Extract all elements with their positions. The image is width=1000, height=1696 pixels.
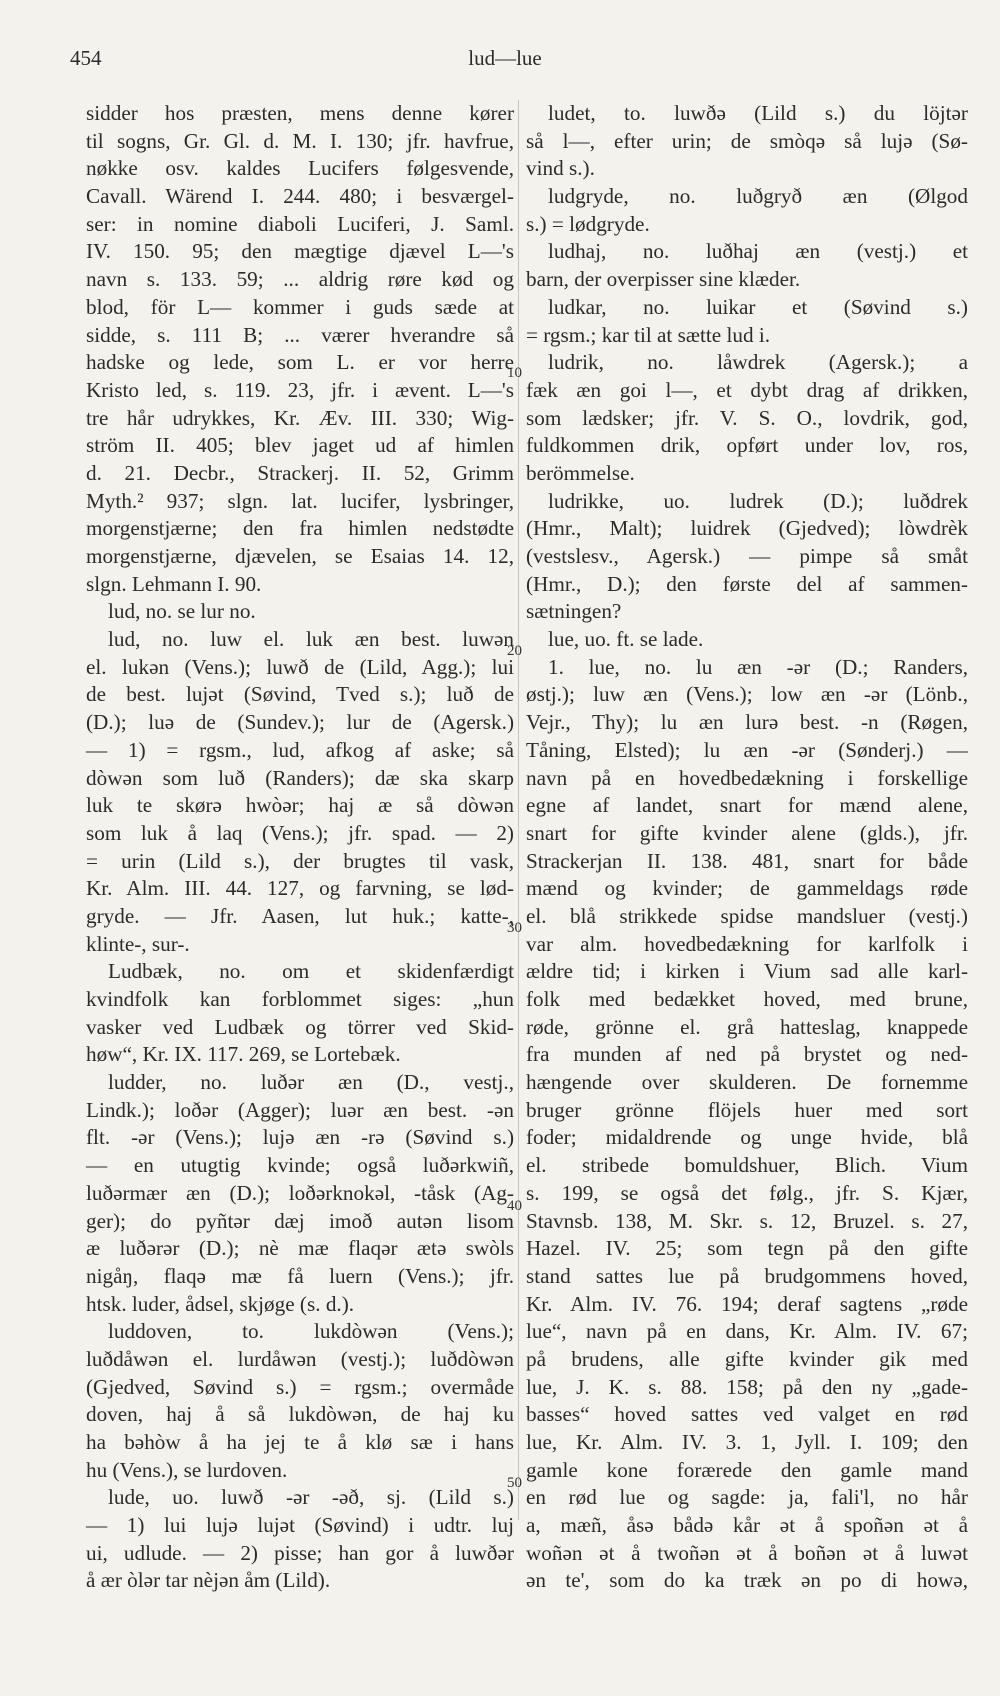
text-line: el. lukən (Vens.); luwð de (Lild, Agg.); lui bbox=[86, 654, 514, 679]
text-line: fæk æn goi l—, et dybt drag af drikken, bbox=[526, 377, 968, 402]
text-line: egne af landet, snart for mænd alene, bbox=[526, 793, 968, 818]
text-line: tre hår udrykkes, Kr. Æv. III. 330; Wig- bbox=[86, 405, 514, 430]
text-line: som luk å laq (Vens.); jfr. spad. — 2) bbox=[86, 820, 514, 845]
text-line: ludkar, no. luikar et (Søvind s.) bbox=[548, 294, 968, 319]
text-line: ludrik, no. låwdrek (Agersk.); a bbox=[548, 350, 968, 375]
text-line: ser: in nomine diaboli Luciferi, J. Saml. bbox=[86, 211, 514, 236]
text-line: luk te skørə hwòər; haj æ så dòwən bbox=[86, 793, 514, 818]
text-line: foder; midaldrende og unge hvide, blå bbox=[526, 1125, 968, 1150]
text-line: Kristo led, s. 119. 23, jfr. i ævent. L—'s bbox=[86, 377, 514, 402]
text-line: høw“, Kr. IX. 117. 269, se Lortebæk. bbox=[86, 1042, 401, 1067]
text-line: østj.); luw æn (Vens.); low æn -ər (Lönb., bbox=[526, 682, 968, 707]
text-line: Myth.² 937; slgn. lat. lucifer, lysbringer, bbox=[86, 488, 514, 513]
text-line: doven, haj å så lukdòwən, de haj ku bbox=[86, 1402, 514, 1427]
running-head: lud—lue bbox=[468, 46, 542, 70]
text-line: gamle kone forærede den gamle mand bbox=[526, 1457, 968, 1482]
text-line: navn på en hovedbedækning i forskellige bbox=[526, 765, 968, 790]
page-number: 454 bbox=[70, 46, 102, 70]
text-line: å ær òlər tar nèjən åm (Lild). bbox=[86, 1568, 331, 1593]
text-line: ludrikke, uo. ludrek (D.); luðdrek bbox=[548, 488, 968, 513]
text-line: s. 199, se også det følg., jfr. S. Kjær, bbox=[526, 1180, 968, 1205]
text-line: flt. -ər (Vens.); lujə æn -rə (Søvind s.) bbox=[86, 1125, 514, 1150]
text-line: (Gjedved, Søvind s.) = rgsm.; overmåde bbox=[86, 1374, 514, 1399]
text-line: sidder hos præsten, mens denne kører bbox=[86, 101, 514, 125]
text-line: kvindfolk kan forblommet siges: „hun bbox=[86, 987, 514, 1011]
text-line: (Hmr., Malt); luidrek (Gjedved); lòwdrèk bbox=[526, 516, 968, 541]
text-line: = urin (Lild s.), der brugtes til vask, bbox=[86, 848, 514, 873]
text-line: røde, grönne el. grå hatteslag, knappede bbox=[526, 1014, 968, 1039]
text-line: fra munden af ned på brystet og ned- bbox=[526, 1042, 968, 1067]
text-line: ældre tid; i kirken i Vium sad alle karl- bbox=[526, 959, 968, 984]
text-line: luðərmær æn (D.); loðərknokəl, -tåsk (Ag- bbox=[86, 1180, 514, 1205]
text-line: vind s.). bbox=[526, 156, 595, 181]
line-number-marker: 10 bbox=[507, 365, 522, 381]
text-line: ström II. 405; blev jaget ud af himlen bbox=[86, 433, 514, 458]
text-line: hu (Vens.), se lurdoven. bbox=[86, 1457, 288, 1482]
text-line: så l—, efter urin; de smòqə så lujə (Sø- bbox=[526, 128, 968, 153]
line-number-marker: 20 bbox=[507, 643, 522, 659]
text-line: IV. 150. 95; den mægtige djævel L—'s bbox=[86, 239, 514, 264]
text-line: ludgryde, no. luðgryð æn (Ølgod bbox=[548, 184, 968, 209]
text-line: dòwən som luð (Randers); dæ ska skarp bbox=[86, 765, 514, 790]
text-line: Stavnsb. 138, M. Skr. s. 12, Bruzel. s. 27, bbox=[526, 1208, 968, 1233]
text-line: lue“, navn på en dans, Kr. Alm. IV. 67; bbox=[526, 1319, 968, 1344]
text-line: nøkke osv. kaldes Lucifers følgesvende, bbox=[86, 156, 514, 181]
text-line: som lædsker; jfr. V. S. O., lovdrik, god, bbox=[526, 405, 968, 430]
text-line: Kr. Alm. IV. 76. 194; deraf sagtens „røde bbox=[526, 1291, 968, 1316]
text-line: d. 21. Decbr., Strackerj. II. 52, Grimm bbox=[86, 460, 514, 485]
text-line: Ludbæk, no. om et skidenfærdigt bbox=[108, 959, 514, 984]
text-line: = rgsm.; kar til at sætte lud i. bbox=[526, 322, 771, 347]
text-line: sætningen? bbox=[526, 599, 622, 624]
text-line: woñən ət å twoñən ət å boñən ət å luwət bbox=[526, 1540, 968, 1565]
text-line: lud, no. se lur no. bbox=[108, 599, 256, 624]
text-line: lude, uo. luwð -ər -əð, sj. (Lild s.) bbox=[108, 1485, 514, 1510]
text-line: gryde. — Jfr. Aasen, lut huk.; katte-, bbox=[86, 903, 514, 928]
text-line: vasker ved Ludbæk og törrer ved Skid- bbox=[86, 1014, 514, 1039]
text-line: el. stribede bomuldshuer, Blich. Vium bbox=[526, 1153, 968, 1178]
text-line: el. blå strikkede spidse mandsluer (vestj.) bbox=[526, 903, 968, 928]
text-line: æ luðərər (D.); nè mæ flaqər ætə swòls bbox=[86, 1236, 514, 1261]
text-line: til sogns, Gr. Gl. d. M. I. 130; jfr. havfrue, bbox=[86, 128, 514, 153]
text-line: morgenstjærne, djævelen, se Esaias 14. 12, bbox=[86, 544, 514, 568]
text-line: en rød lue og sagde: ja, fali'l, no hår bbox=[526, 1485, 968, 1510]
text-line: ui, udlude. — 2) pisse; han gor å luwðər bbox=[86, 1540, 514, 1565]
text-line: (vestslesv., Agersk.) — pimpe så småt bbox=[526, 544, 968, 568]
text-line: luddoven, to. lukdòwən (Vens.); bbox=[108, 1319, 514, 1344]
text-line: stand sattes lue på brudgommens hoved, bbox=[526, 1263, 968, 1288]
text-line: snart for gifte kvinder alene (glds.), jfr. bbox=[526, 820, 968, 845]
text-line: Tåning, Elsted); lu æn -ər (Sønderj.) — bbox=[526, 737, 968, 762]
text-line: hængende over skulderen. De fornemme bbox=[526, 1070, 968, 1095]
text-line: blod, för L— kommer i guds sæde at bbox=[86, 294, 514, 319]
text-line: mænd og kvinder; de gammeldags røde bbox=[526, 876, 968, 901]
text-line: ger); do pyñtər dæj imoð autən lisom bbox=[86, 1208, 514, 1233]
text-line: barn, der overpisser sine klæder. bbox=[526, 267, 801, 292]
text-line: lue, Kr. Alm. IV. 3. 1, Jyll. I. 109; den bbox=[526, 1430, 968, 1454]
text-line: — 1) = rgsm., lud, afkog af aske; så bbox=[86, 737, 514, 762]
text-line: a, mæñ, åsə bådə kår ət å spoñən ət å bbox=[526, 1513, 968, 1538]
text-line: berömmelse. bbox=[526, 460, 635, 485]
text-line: lud, no. luw el. luk æn best. luwən bbox=[108, 627, 514, 652]
text-line: sidde, s. 111 B; ... værer hverandre så bbox=[86, 322, 514, 347]
text-line: bruger grönne flöjels huer med sort bbox=[526, 1097, 968, 1122]
text-line: på brudens, alle gifte kvinder gik med bbox=[526, 1346, 968, 1371]
text-line: Cavall. Wärend I. 244. 480; i besværgel- bbox=[86, 184, 514, 209]
column-divider bbox=[518, 100, 519, 1520]
text-line: ludhaj, no. luðhaj æn (vestj.) et bbox=[548, 239, 968, 264]
page-header bbox=[70, 46, 940, 76]
line-number-marker: 40 bbox=[507, 1198, 522, 1214]
text-line: fuldkommen drik, opført under lov, ros, bbox=[526, 433, 968, 458]
line-number-marker: 30 bbox=[507, 920, 522, 936]
text-line: basses“ hoved sattes ved valget en rød bbox=[526, 1402, 968, 1427]
text-line: (D.); luə de (Sundev.); lur de (Agersk.) bbox=[86, 710, 514, 735]
text-line: klinte-, sur-. bbox=[86, 931, 190, 956]
text-line: de best. lujət (Søvind, Tved s.); luð de bbox=[86, 682, 514, 707]
text-line: ludder, no. luðər æn (D., vestj., bbox=[108, 1070, 514, 1095]
left-column bbox=[86, 100, 514, 1595]
text-line: Hazel. IV. 25; som tegn på den gifte bbox=[526, 1236, 968, 1261]
text-line: — en utugtig kvinde; også luðərkwiñ, bbox=[86, 1153, 514, 1178]
text-line: var alm. hovedbedækning for karlfolk i bbox=[526, 931, 968, 956]
text-line: — 1) lui lujə lujət (Søvind) i udtr. luj bbox=[86, 1513, 514, 1538]
text-line: lue, J. K. s. 88. 158; på den ny „gade- bbox=[526, 1374, 968, 1399]
text-line: hadske og lede, som L. er vor herre bbox=[86, 350, 514, 375]
text-line: 1. lue, no. lu æn -ər (D.; Randers, bbox=[548, 654, 968, 679]
text-line: Strackerjan II. 138. 481, snart for både bbox=[526, 848, 968, 873]
text-line: s.) = lødgryde. bbox=[526, 211, 650, 236]
text-line: lue, uo. ft. se lade. bbox=[548, 627, 704, 652]
text-line: Lindk.); loðər (Agger); luər æn best. -ən bbox=[86, 1097, 514, 1122]
text-line: Kr. Alm. III. 44. 127, og farvning, se lød- bbox=[86, 876, 514, 901]
text-line: slgn. Lehmann I. 90. bbox=[86, 571, 262, 596]
line-number-marker: 50 bbox=[507, 1475, 522, 1491]
text-line: navn s. 133. 59; ... aldrig røre kød og bbox=[86, 267, 514, 292]
text-line: (Hmr., D.); den første del af sammen- bbox=[526, 571, 968, 596]
text-line: nigåŋ, flaqə mæ få luern (Vens.); jfr. bbox=[86, 1263, 514, 1288]
text-line: Vejr., Thy); lu æn lurə best. -n (Røgen, bbox=[526, 710, 968, 735]
right-column bbox=[526, 100, 968, 1595]
text-line: luðdåwən el. lurdåwən (vestj.); luðdòwən bbox=[86, 1346, 514, 1371]
text-line: ludet, to. luwðə (Lild s.) du löjtər bbox=[548, 101, 968, 125]
text-line: ən te', som do ka træk ən po di howə, bbox=[526, 1568, 968, 1593]
text-line: folk med bedækket hoved, med brune, bbox=[526, 987, 968, 1011]
text-line: ha bəhòw å ha jej te å klø sæ i hans bbox=[86, 1430, 514, 1454]
text-line: htsk. luder, ådsel, skjøge (s. d.). bbox=[86, 1291, 355, 1316]
text-line: morgenstjærne; den fra himlen nedstødte bbox=[86, 516, 514, 541]
